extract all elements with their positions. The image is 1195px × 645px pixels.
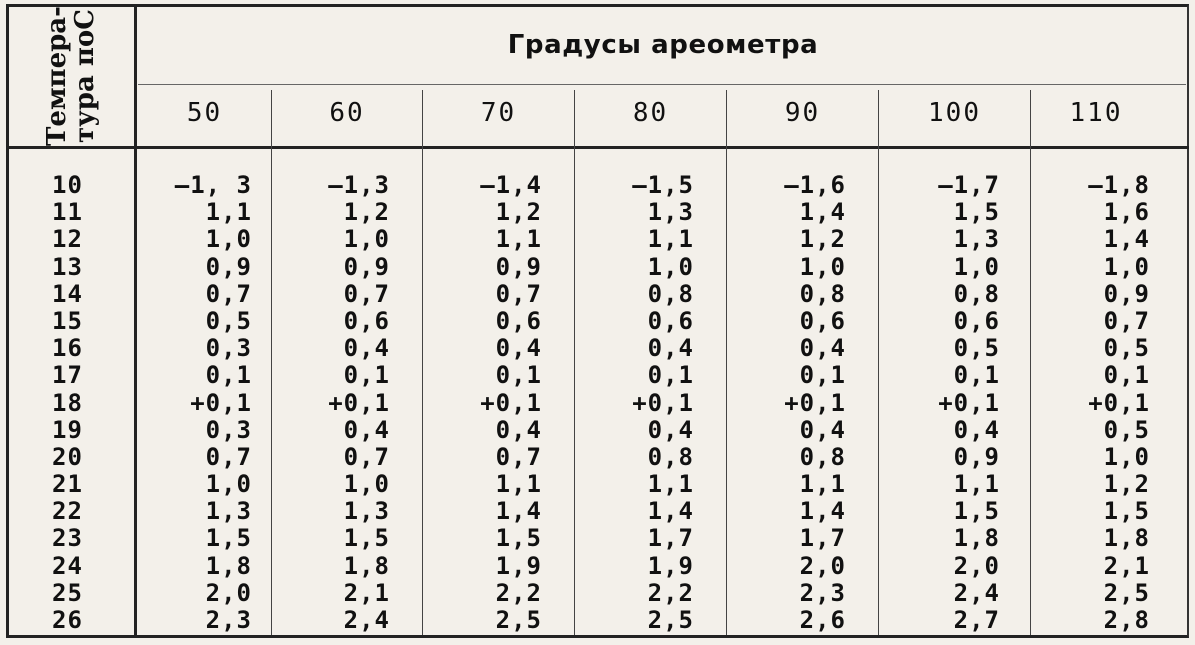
value-cell: 0,8 bbox=[799, 279, 846, 308]
value-cell: 0,4 bbox=[953, 415, 1000, 444]
column-header-70: 70 bbox=[480, 98, 517, 128]
temperature-header bbox=[12, 6, 130, 146]
value-cell: —1,4 bbox=[480, 171, 542, 199]
column-rule bbox=[422, 90, 423, 635]
temperature-cell: 17 bbox=[52, 361, 83, 390]
column-header-80: 80 bbox=[632, 98, 669, 128]
value-cell: 0,9 bbox=[495, 252, 542, 281]
value-cell: 0,9 bbox=[205, 252, 252, 281]
value-cell: 1,1 bbox=[205, 198, 252, 227]
value-cell: 0,3 bbox=[205, 334, 252, 363]
temperature-cell: 24 bbox=[52, 551, 83, 580]
column-rule bbox=[574, 90, 575, 635]
value-cell: 0,9 bbox=[1103, 279, 1150, 308]
value-cell: 1,5 bbox=[1103, 497, 1150, 526]
value-cell: 2,3 bbox=[799, 578, 846, 607]
temperature-cell: 25 bbox=[52, 578, 83, 607]
value-cell: 0,4 bbox=[495, 334, 542, 363]
temperature-column bbox=[28, 172, 118, 634]
value-cell: 1,2 bbox=[799, 225, 846, 254]
value-cell: 1,1 bbox=[647, 470, 694, 499]
temp-column-rule bbox=[134, 6, 137, 635]
value-cell: 0,7 bbox=[495, 279, 542, 308]
value-column-70 bbox=[426, 172, 542, 634]
value-cell: 0,1 bbox=[1103, 361, 1150, 390]
value-cell: 0,6 bbox=[647, 306, 694, 335]
value-cell: —1,8 bbox=[1088, 171, 1150, 199]
value-cell: 0,6 bbox=[495, 306, 542, 335]
value-cell: —1,3 bbox=[328, 171, 390, 199]
value-column-60 bbox=[275, 172, 390, 634]
value-cell: 0,4 bbox=[799, 334, 846, 363]
column-rule bbox=[726, 90, 727, 635]
value-cell: 2,0 bbox=[205, 578, 252, 607]
value-cell: 2,1 bbox=[343, 578, 390, 607]
column-header-60: 60 bbox=[329, 98, 365, 128]
temperature-cell: 15 bbox=[52, 306, 83, 335]
value-cell: 2,0 bbox=[953, 551, 1000, 580]
temperature-cell: 23 bbox=[52, 524, 83, 553]
value-cell: 0,9 bbox=[953, 442, 1000, 471]
value-cell: 0,8 bbox=[647, 279, 694, 308]
temperature-cell: 14 bbox=[52, 279, 83, 308]
value-cell: 1,0 bbox=[799, 252, 846, 281]
value-cell: 2,6 bbox=[799, 606, 846, 634]
value-cell: 1,8 bbox=[953, 524, 1000, 553]
value-cell: 2,5 bbox=[647, 606, 694, 634]
value-cell: 1,7 bbox=[799, 524, 846, 553]
value-cell: 0,7 bbox=[495, 442, 542, 471]
value-cell: 1,3 bbox=[343, 497, 390, 526]
value-cell: 0,4 bbox=[343, 415, 390, 444]
value-cell: 1,5 bbox=[953, 497, 1000, 526]
value-cell: —1,7 bbox=[938, 171, 1000, 199]
value-cell: 1,0 bbox=[1103, 252, 1150, 281]
value-column-50 bbox=[140, 172, 252, 634]
value-column-80 bbox=[578, 172, 694, 634]
value-cell: 0,1 bbox=[205, 361, 252, 390]
value-cell: 0,7 bbox=[343, 442, 390, 471]
value-cell: 1,2 bbox=[1103, 470, 1150, 499]
value-cell: 0,6 bbox=[799, 306, 846, 335]
value-cell: 0,7 bbox=[205, 279, 252, 308]
value-cell: +0,1 bbox=[328, 388, 390, 417]
value-cell: 1,5 bbox=[495, 524, 542, 553]
column-rule bbox=[1030, 90, 1031, 635]
value-cell: 0,7 bbox=[1103, 306, 1150, 335]
value-cell: 2,5 bbox=[495, 606, 542, 634]
value-cell: 0,4 bbox=[647, 334, 694, 363]
value-cell: 0,5 bbox=[1103, 415, 1150, 444]
value-cell: 1,0 bbox=[647, 252, 694, 281]
temperature-cell: 18 bbox=[52, 388, 83, 417]
value-cell: 1,8 bbox=[343, 551, 390, 580]
table-title: Градусы ареометра bbox=[507, 30, 819, 60]
value-cell: 2,4 bbox=[343, 606, 390, 634]
value-cell: 1,4 bbox=[799, 198, 846, 227]
temperature-label-line1: Темпера- bbox=[42, 6, 72, 146]
value-cell: 1,6 bbox=[1103, 198, 1150, 227]
value-cell: 1,5 bbox=[205, 524, 252, 553]
value-cell: 1,3 bbox=[647, 198, 694, 227]
value-cell: 0,3 bbox=[205, 415, 252, 444]
temperature-cell: 21 bbox=[52, 470, 83, 499]
value-cell: —1,5 bbox=[632, 171, 694, 199]
value-cell: 2,2 bbox=[495, 578, 542, 607]
column-header-110: 110 bbox=[1069, 98, 1123, 128]
value-cell: 0,5 bbox=[1103, 334, 1150, 363]
value-cell: 2,0 bbox=[799, 551, 846, 580]
value-cell: 0,1 bbox=[647, 361, 694, 390]
value-cell: 1,2 bbox=[495, 198, 542, 227]
column-header-90: 90 bbox=[784, 98, 821, 128]
value-cell: 1,0 bbox=[1103, 442, 1150, 471]
value-cell: 0,7 bbox=[205, 442, 252, 471]
value-cell: 1,0 bbox=[343, 470, 390, 499]
value-cell: 1,5 bbox=[953, 198, 1000, 227]
value-cell: 0,5 bbox=[953, 334, 1000, 363]
value-cell: 1,0 bbox=[205, 225, 252, 254]
value-cell: 2,5 bbox=[1103, 578, 1150, 607]
column-rule bbox=[271, 90, 272, 635]
value-cell: 2,3 bbox=[205, 606, 252, 634]
value-cell: 2,2 bbox=[647, 578, 694, 607]
value-cell: 0,1 bbox=[799, 361, 846, 390]
value-cell: 1,5 bbox=[343, 524, 390, 553]
value-cell: 1,1 bbox=[495, 225, 542, 254]
value-cell: 0,9 bbox=[343, 252, 390, 281]
temperature-cell: 19 bbox=[52, 415, 83, 444]
value-cell: 1,4 bbox=[799, 497, 846, 526]
value-cell: 1,8 bbox=[205, 551, 252, 580]
value-cell: +0,1 bbox=[190, 388, 252, 417]
value-cell: 0,8 bbox=[647, 442, 694, 471]
value-cell: 0,4 bbox=[647, 415, 694, 444]
value-cell: 1,8 bbox=[1103, 524, 1150, 553]
value-cell: 0,4 bbox=[495, 415, 542, 444]
column-header-50: 50 bbox=[186, 98, 223, 128]
value-cell: 0,1 bbox=[495, 361, 542, 390]
value-cell: —1, 3 bbox=[174, 171, 252, 199]
value-cell: 1,4 bbox=[495, 497, 542, 526]
temperature-cell: 20 bbox=[52, 442, 83, 471]
value-cell: 1,4 bbox=[1103, 225, 1150, 254]
temperature-cell: 10 bbox=[52, 171, 83, 199]
value-cell: 2,7 bbox=[953, 606, 1000, 634]
value-cell: +0,1 bbox=[480, 388, 542, 417]
value-cell: 1,3 bbox=[953, 225, 1000, 254]
value-cell: 2,8 bbox=[1103, 606, 1150, 634]
value-cell: 0,1 bbox=[343, 361, 390, 390]
temperature-cell: 11 bbox=[52, 198, 83, 227]
value-cell: 1,0 bbox=[343, 225, 390, 254]
value-cell: 0,6 bbox=[953, 306, 1000, 335]
value-cell: 1,4 bbox=[647, 497, 694, 526]
value-cell: 1,1 bbox=[799, 470, 846, 499]
column-header-100: 100 bbox=[928, 98, 981, 128]
header-bottom-rule bbox=[6, 146, 1189, 149]
column-rule bbox=[878, 90, 879, 635]
value-cell: 0,4 bbox=[799, 415, 846, 444]
temperature-cell: 13 bbox=[52, 252, 83, 281]
header-divider bbox=[138, 84, 1186, 85]
value-cell: 0,8 bbox=[799, 442, 846, 471]
value-cell: 1,2 bbox=[343, 198, 390, 227]
value-cell: 1,9 bbox=[495, 551, 542, 580]
value-cell: 2,1 bbox=[1103, 551, 1150, 580]
value-cell: 1,1 bbox=[953, 470, 1000, 499]
value-cell: 2,4 bbox=[953, 578, 1000, 607]
value-column-100 bbox=[882, 172, 1000, 634]
value-cell: 0,8 bbox=[953, 279, 1000, 308]
temperature-cell: 22 bbox=[52, 497, 83, 526]
temperature-cell: 26 bbox=[52, 606, 83, 634]
value-cell: 0,7 bbox=[343, 279, 390, 308]
value-cell: —1,6 bbox=[784, 171, 846, 199]
value-cell: +0,1 bbox=[938, 388, 1000, 417]
temperature-cell: 16 bbox=[52, 334, 83, 363]
temperature-label-line2: тура поС bbox=[70, 9, 100, 143]
value-cell: 1,7 bbox=[647, 524, 694, 553]
value-cell: 0,5 bbox=[205, 306, 252, 335]
value-cell: 1,0 bbox=[205, 470, 252, 499]
value-column-90 bbox=[730, 172, 846, 634]
value-cell: 0,1 bbox=[953, 361, 1000, 390]
value-cell: 1,9 bbox=[647, 551, 694, 580]
value-cell: +0,1 bbox=[632, 388, 694, 417]
value-cell: +0,1 bbox=[1088, 388, 1150, 417]
value-cell: 1,1 bbox=[647, 225, 694, 254]
value-cell: 0,6 bbox=[343, 306, 390, 335]
value-cell: 1,3 bbox=[205, 497, 252, 526]
value-cell: +0,1 bbox=[784, 388, 846, 417]
value-column-110 bbox=[1034, 172, 1150, 634]
value-cell: 1,0 bbox=[953, 252, 1000, 281]
value-cell: 0,4 bbox=[343, 334, 390, 363]
value-cell: 1,1 bbox=[495, 470, 542, 499]
temperature-cell: 12 bbox=[52, 225, 83, 254]
